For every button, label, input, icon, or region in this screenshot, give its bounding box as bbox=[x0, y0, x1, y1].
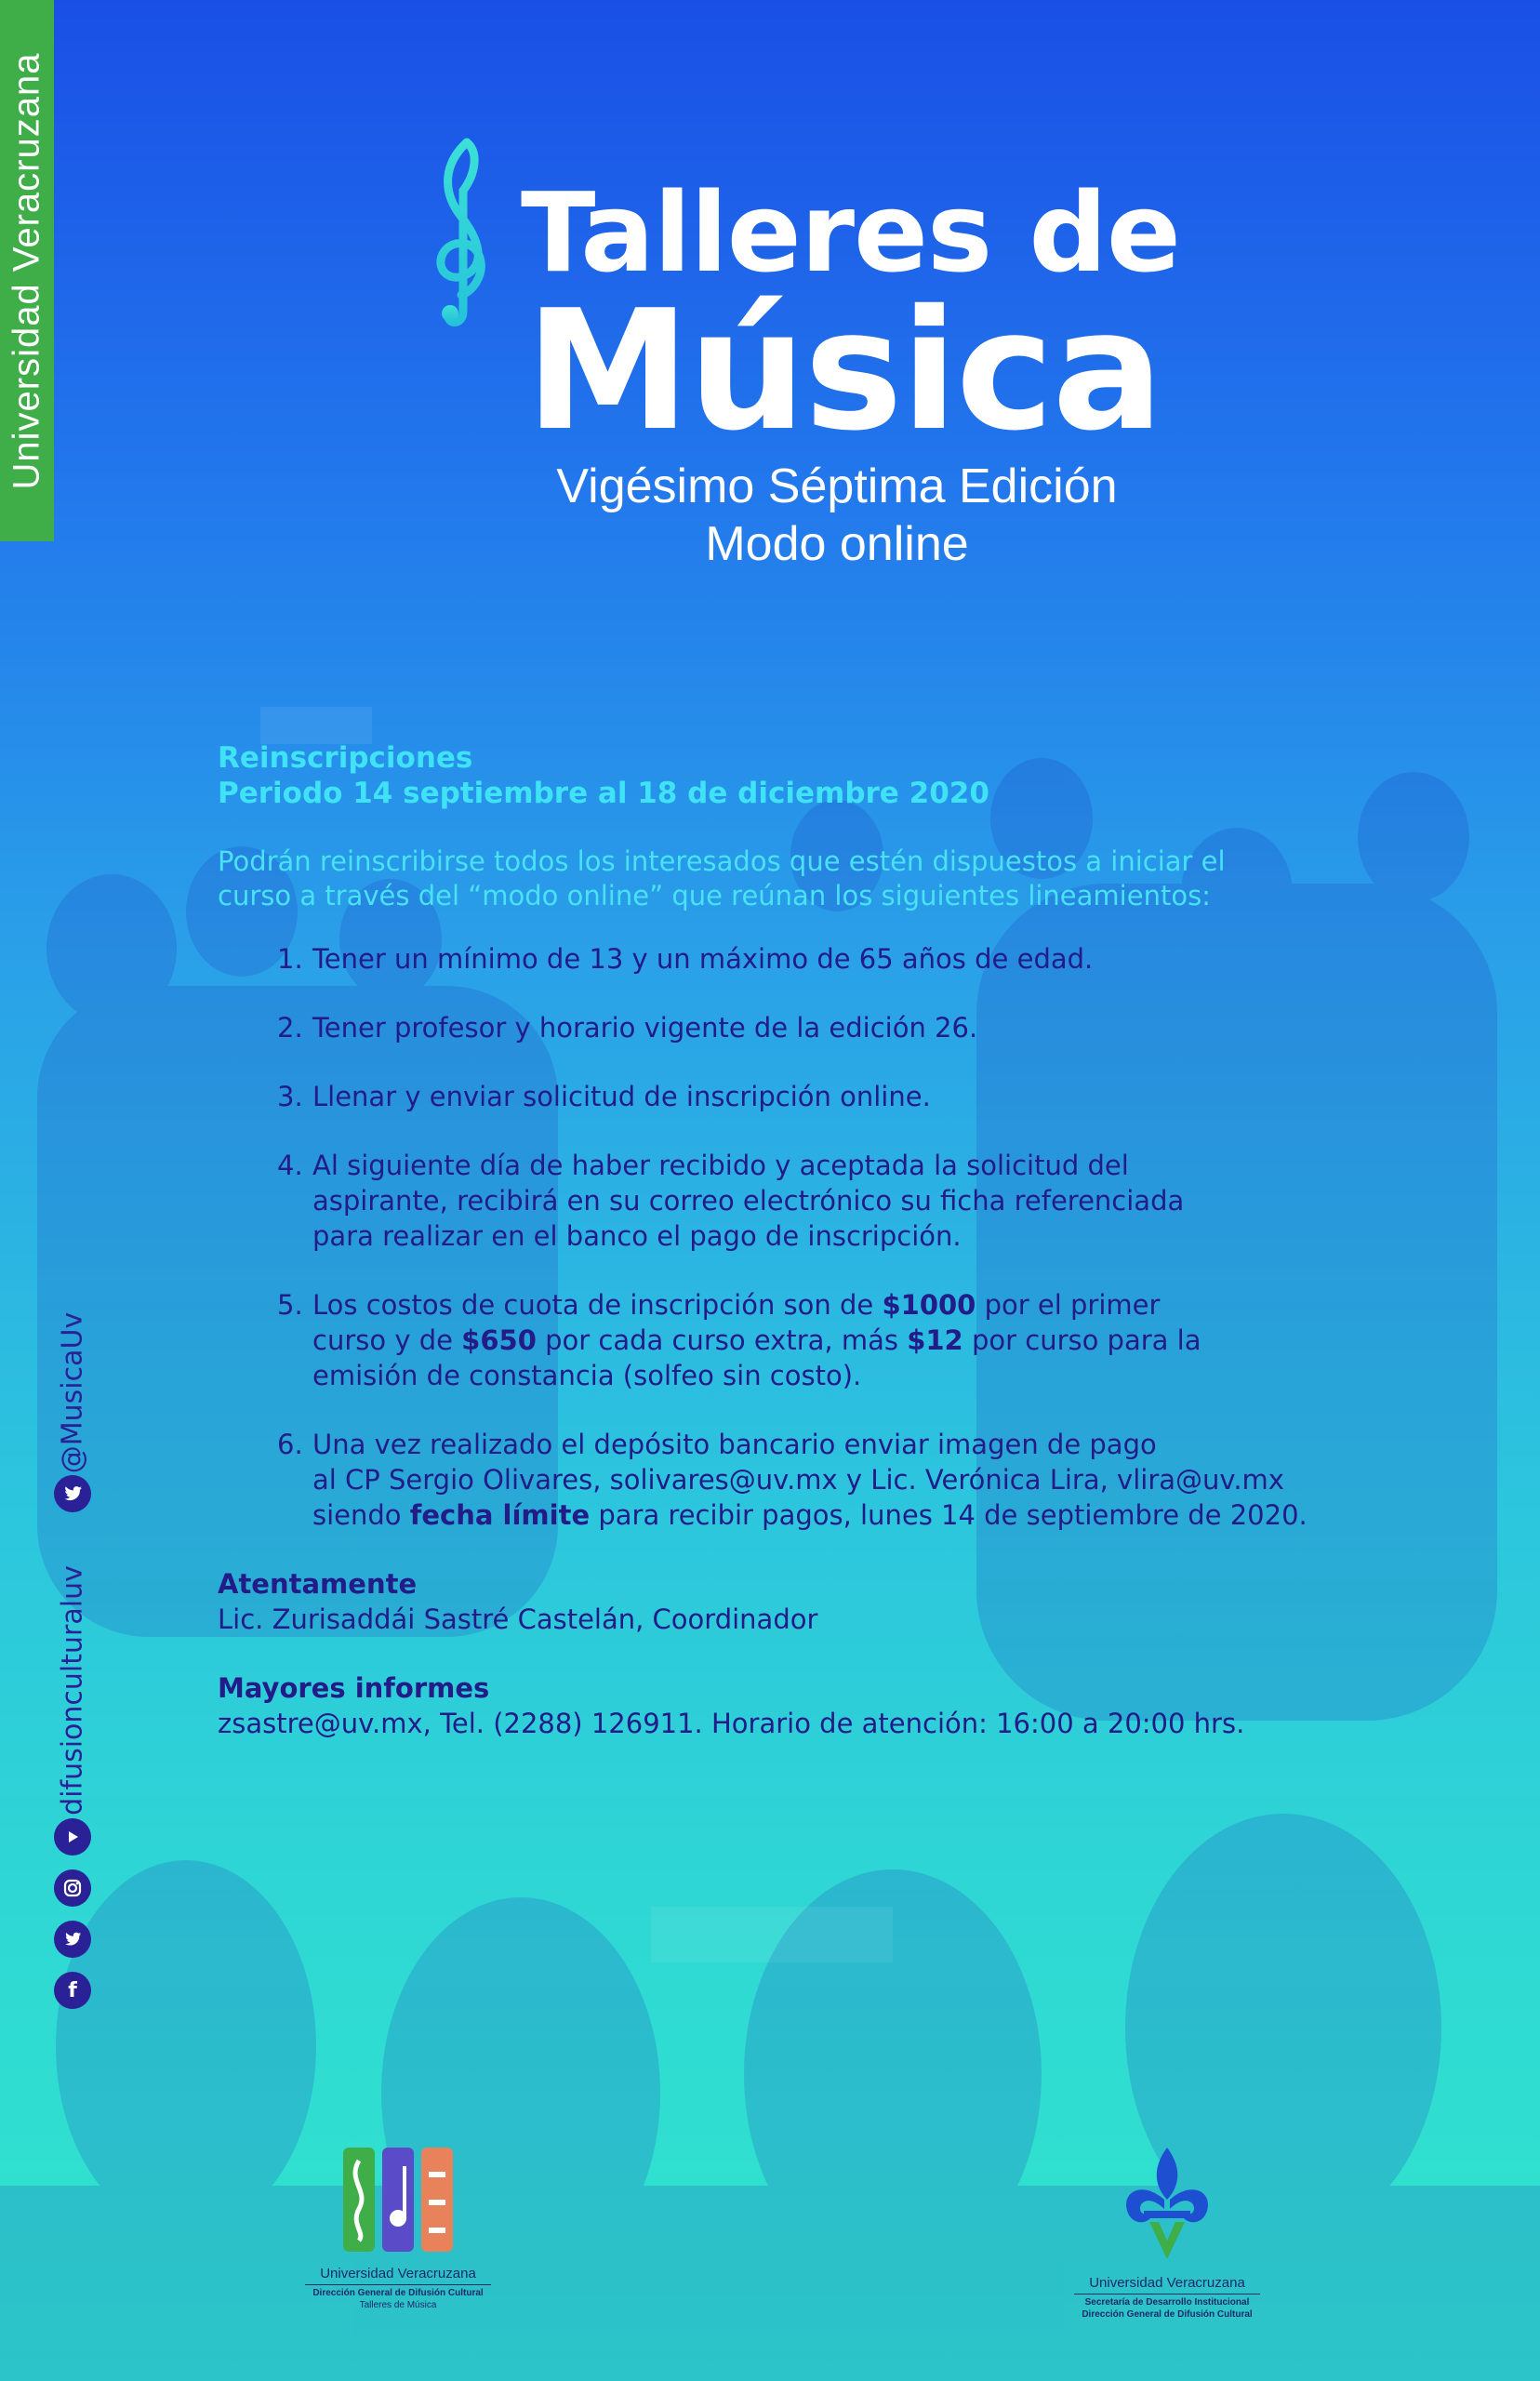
twitter-handle[interactable]: @MusicaUv bbox=[56, 1311, 89, 1474]
list-item-text: para realizar en el banco el pago de inscripción. bbox=[312, 1220, 962, 1252]
uv-institutional-logo bbox=[1060, 2144, 1274, 2320]
list-item-text: curso y de bbox=[312, 1324, 462, 1356]
side-tab-label: Universidad Veracruzana bbox=[6, 52, 47, 489]
price-first-course: $1000 bbox=[882, 1289, 976, 1321]
poster-header bbox=[418, 135, 1180, 572]
list-item bbox=[277, 1287, 1384, 1393]
intro-line: curso a través del “modo online” que reúnan los siguientes lineamientos: bbox=[218, 880, 1211, 911]
price-certificate: $12 bbox=[907, 1324, 963, 1356]
list-item-text: aspirante, recibirá en su correo electrónico su ficha referenciada bbox=[312, 1185, 1185, 1217]
facebook-icon[interactable]: f bbox=[54, 1972, 91, 2009]
list-item-number: 3. bbox=[277, 1081, 303, 1112]
signer-name: Lic. Zurisaddái Sastré Castelán, Coordinador bbox=[218, 1603, 818, 1635]
list-item-text: emisión de constancia (solfeo sin costo). bbox=[312, 1360, 862, 1391]
flor-de-lis-icon bbox=[1116, 2144, 1218, 2265]
list-item-text: Llenar y enviar solicitud de inscripción online. bbox=[312, 1081, 931, 1112]
list-item-number: 2. bbox=[277, 1012, 303, 1044]
instagram-icon[interactable] bbox=[54, 1869, 91, 1907]
talleres-logo-mark bbox=[338, 2144, 458, 2255]
list-item-number: 6. bbox=[277, 1429, 303, 1460]
list-item-text: Al siguiente día de haber recibido y aceptada la solicitud del bbox=[312, 1150, 1129, 1181]
list-item-number: 4. bbox=[277, 1150, 303, 1181]
list-item-text: Tener profesor y horario vigente de la edición 26. bbox=[312, 1012, 978, 1044]
list-item bbox=[277, 1427, 1384, 1533]
list-item-text: Una vez realizado el depósito bancario enviar imagen de pago bbox=[312, 1429, 1157, 1460]
title-line-1: Talleres de bbox=[521, 168, 1180, 297]
list-item-text: por curso para la bbox=[962, 1324, 1201, 1356]
list-item-text: por cada curso extra, más bbox=[536, 1324, 908, 1356]
mode-subtitle: Modo online bbox=[705, 517, 969, 571]
twitter-icon[interactable] bbox=[54, 1921, 91, 1958]
instagram-handle[interactable]: difusionculturaluv bbox=[56, 1565, 89, 1816]
intro-text bbox=[218, 845, 1371, 913]
requirements-list bbox=[277, 941, 1384, 1533]
logo-department: Dirección General de Difusión Cultural bbox=[1082, 2309, 1253, 2320]
list-item bbox=[277, 1148, 1384, 1254]
reinscripciones-title: Reinscripciones bbox=[218, 741, 473, 775]
closing-signature bbox=[218, 1566, 1371, 1637]
talleres-musica-logo bbox=[286, 2144, 510, 2311]
list-item-text: Tener un mínimo de 13 y un máximo de 65 años de edad. bbox=[312, 943, 1094, 975]
informes-text: zsastre@uv.mx, Tel. (2288) 126911. Horario de atención: 16:00 a 20:00 hrs. bbox=[218, 1708, 1245, 1739]
social-sidebar bbox=[50, 1302, 95, 2018]
university-side-tab bbox=[0, 0, 54, 541]
logo-department: Dirección General de Difusión Cultural bbox=[312, 2288, 484, 2298]
logo-secretariat: Secretaría de Desarrollo Institucional bbox=[1084, 2297, 1250, 2308]
treble-clef-icon bbox=[426, 135, 500, 330]
list-item-text: al CP Sergio Olivares, solivares@uv.mx y Lic. Verónica Lira, vlira@uv.mx bbox=[312, 1464, 1284, 1496]
logo-university-name: Universidad Veracruzana bbox=[1089, 2275, 1245, 2291]
list-item-text: siendo bbox=[312, 1499, 410, 1531]
title-line-2: Música bbox=[525, 274, 1162, 467]
list-item bbox=[277, 1079, 1384, 1114]
list-item-text: para recibir pagos, lunes 14 de septiembre de 2020. bbox=[590, 1499, 1308, 1531]
logo-program: Talleres de Música bbox=[359, 2300, 437, 2310]
youtube-icon[interactable] bbox=[54, 1818, 91, 1856]
informes-heading: Mayores informes bbox=[218, 1672, 490, 1704]
atentamente-heading: Atentamente bbox=[218, 1568, 418, 1600]
intro-line: Podrán reinscribirse todos los interesados que estén dispuestos a iniciar el bbox=[218, 845, 1226, 877]
list-item bbox=[277, 941, 1384, 977]
edition-subtitle: Vigésimo Séptima Edición bbox=[556, 459, 1118, 513]
list-item-number: 5. bbox=[277, 1289, 303, 1321]
price-extra-course: $650 bbox=[461, 1324, 537, 1356]
list-item bbox=[277, 1010, 1384, 1045]
announcement-body bbox=[218, 740, 1371, 1741]
logo-university-name: Universidad Veracruzana bbox=[320, 2266, 476, 2281]
contact-info bbox=[218, 1670, 1371, 1741]
reinscripciones-period: Periodo 14 septiembre al 18 de diciembre 2020 bbox=[218, 777, 989, 810]
list-item-number: 1. bbox=[277, 943, 303, 975]
twitter-icon[interactable] bbox=[54, 1475, 91, 1512]
deadline-label: fecha límite bbox=[409, 1499, 591, 1531]
list-item-text: Los costos de cuota de inscripción son de bbox=[312, 1289, 883, 1321]
list-item-text: por el primer bbox=[976, 1289, 1161, 1321]
